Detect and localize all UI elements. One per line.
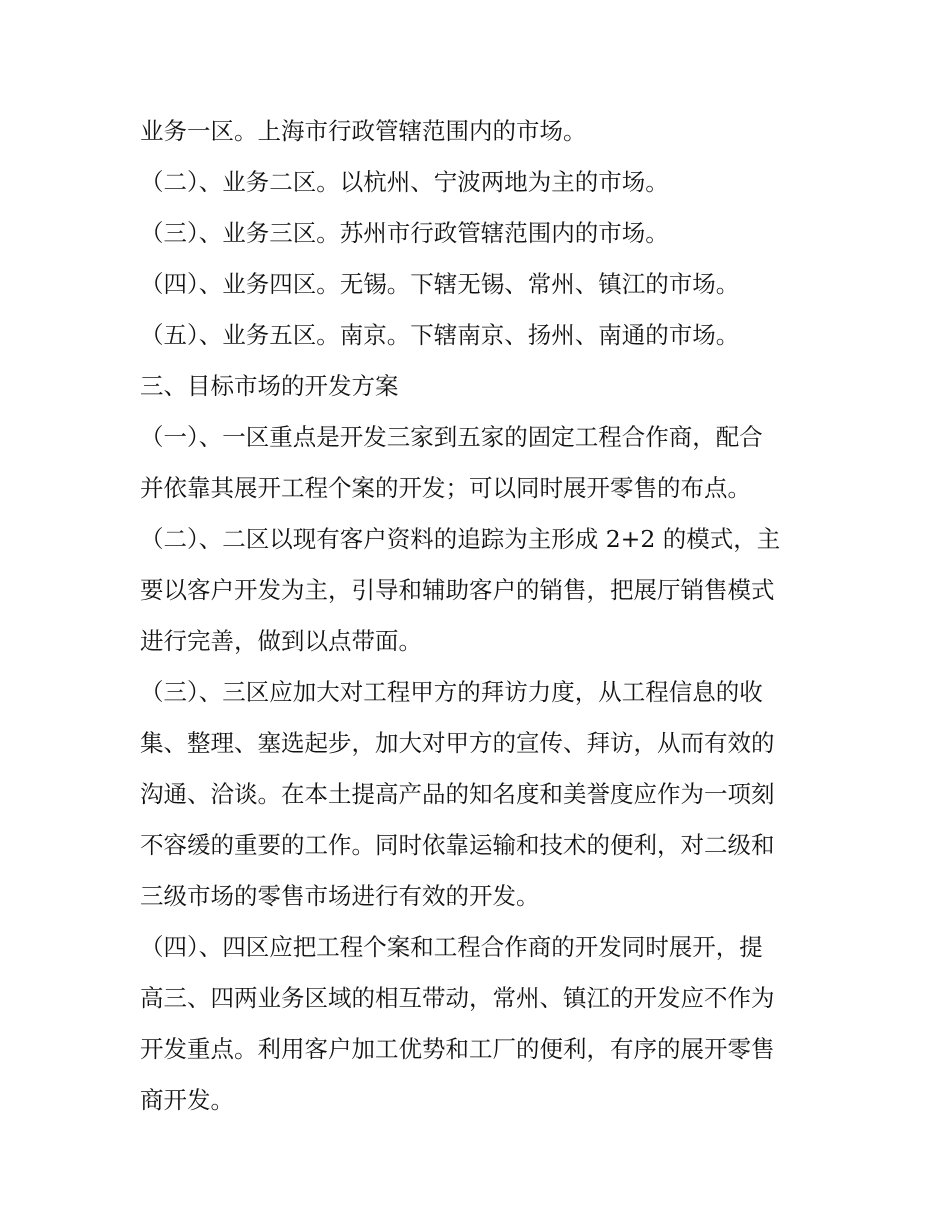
text-line: （五）、业务五区。南京。下辖南京、扬州、南通的市场。	[140, 321, 740, 349]
text-line: （三）、三区应加大对工程甲方的拜访力度，从工程信息的收	[140, 678, 763, 706]
text-line: （四）、业务四区。无锡。下辖无锡、常州、镇江的市场。	[140, 270, 740, 298]
text-line: 商开发。	[140, 1086, 234, 1114]
text-line: 要以客户开发为主，引导和辅助客户的销售，把展厅销售模式	[140, 576, 775, 604]
text-line: 业务一区。上海市行政管辖范围内的市场。	[140, 117, 587, 145]
text-line: 进行完善，做到以点带面。	[140, 627, 422, 655]
text-line: （四）、四区应把工程个案和工程合作商的开发同时展开，提	[140, 933, 763, 961]
text-line: 不容缓的重要的工作。同时依靠运输和技术的便利，对二级和	[140, 831, 775, 859]
text-line: （二）、业务二区。以杭州、宁波两地为主的市场。	[140, 168, 669, 196]
text-line: （三）、业务三区。苏州市行政管辖范围内的市场。	[140, 219, 669, 247]
text-line: 高三、四两业务区域的相互带动，常州、镇江的开发应不作为	[140, 984, 775, 1012]
section-heading: 三、目标市场的开发方案	[140, 372, 399, 400]
text-line: 并依靠其展开工程个案的开发；可以同时展开零售的布点。	[140, 474, 751, 502]
text-line: 三级市场的零售市场进行有效的开发。	[140, 882, 540, 910]
text-line: （二）、二区以现有客户资料的追踪为主形成 2+2 的模式，主	[140, 525, 781, 553]
text-line: （一）、一区重点是开发三家到五家的固定工程合作商，配合	[140, 423, 763, 451]
document-body	[140, 106, 812, 1126]
text-line: 集、整理、塞选起步，加大对甲方的宣传、拜访，从而有效的	[140, 729, 775, 757]
text-line: 沟通、洽谈。在本土提高产品的知名度和美誉度应作为一项刻	[140, 780, 775, 808]
text-line: 开发重点。利用客户加工优势和工厂的便利，有序的展开零售	[140, 1035, 775, 1063]
